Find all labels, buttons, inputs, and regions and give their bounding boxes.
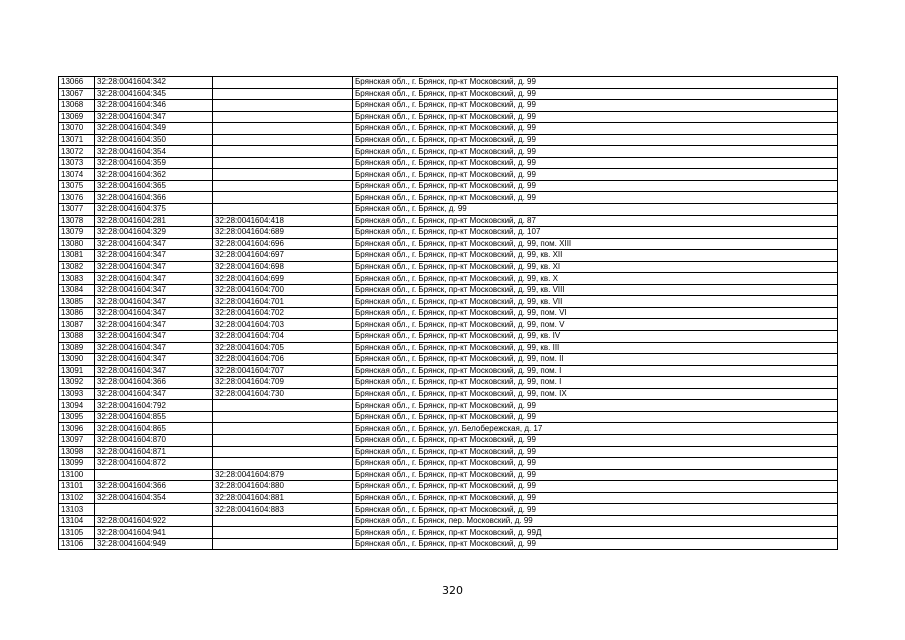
row-number-cell: 13091 [59, 365, 95, 377]
linked-cadastral-number-cell [213, 204, 353, 216]
table-row [59, 111, 838, 123]
cadastral-number-cell: 32:28:0041604:347 [95, 238, 213, 250]
address-cell: Брянская обл., г. Брянск, пр-кт Московский, д. 99, кв. X [353, 273, 838, 285]
row-number-cell: 13102 [59, 492, 95, 504]
linked-cadastral-number-cell: 32:28:0041604:704 [213, 331, 353, 343]
linked-cadastral-number-cell [213, 538, 353, 550]
cadastral-number-cell: 32:28:0041604:349 [95, 123, 213, 135]
table-row [59, 169, 838, 181]
linked-cadastral-number-cell [213, 157, 353, 169]
row-number-cell: 13090 [59, 354, 95, 366]
linked-cadastral-number-cell: 32:28:0041604:709 [213, 377, 353, 389]
cadastral-number-cell: 32:28:0041604:871 [95, 446, 213, 458]
linked-cadastral-number-cell [213, 527, 353, 539]
address-cell: Брянская обл., г. Брянск, пр-кт Московский, д. 99 [353, 446, 838, 458]
linked-cadastral-number-cell [213, 123, 353, 135]
linked-cadastral-number-cell: 32:28:0041604:697 [213, 250, 353, 262]
linked-cadastral-number-cell: 32:28:0041604:707 [213, 365, 353, 377]
row-number-cell: 13094 [59, 400, 95, 412]
address-cell: Брянская обл., г. Брянск, пр-кт Московский, д. 99, кв. VIII [353, 284, 838, 296]
address-cell: Брянская обл., г. Брянск, пр-кт Московский, д. 99 [353, 538, 838, 550]
address-cell: Брянская обл., г. Брянск, пр-кт Московский, д. 99, пом. I [353, 365, 838, 377]
table-row [59, 515, 838, 527]
row-number-cell: 13068 [59, 100, 95, 112]
cadastral-number-cell: 32:28:0041604:281 [95, 215, 213, 227]
address-cell: Брянская обл., г. Брянск, пр-кт Московский, д. 99 [353, 77, 838, 89]
table-row [59, 469, 838, 481]
table-row [59, 273, 838, 285]
address-cell: Брянская обл., г. Брянск, пр-кт Московский, д. 99 [353, 134, 838, 146]
table-row [59, 134, 838, 146]
linked-cadastral-number-cell: 32:28:0041604:730 [213, 388, 353, 400]
cadastral-table [58, 76, 838, 550]
row-number-cell: 13080 [59, 238, 95, 250]
table-row [59, 434, 838, 446]
cadastral-number-cell: 32:28:0041604:347 [95, 365, 213, 377]
address-cell: Брянская обл., г. Брянск, пр-кт Московский, д. 99 [353, 180, 838, 192]
address-cell: Брянская обл., г. Брянск, пр-кт Московский, д. 99, пом. V [353, 319, 838, 331]
cadastral-number-cell: 32:28:0041604:350 [95, 134, 213, 146]
table-row [59, 146, 838, 158]
linked-cadastral-number-cell [213, 134, 353, 146]
row-number-cell: 13106 [59, 538, 95, 550]
table-row [59, 538, 838, 550]
cadastral-number-cell: 32:28:0041604:855 [95, 411, 213, 423]
row-number-cell: 13086 [59, 307, 95, 319]
address-cell: Брянская обл., г. Брянск, пр-кт Московский, д. 99 [353, 146, 838, 158]
table-row [59, 227, 838, 239]
row-number-cell: 13067 [59, 88, 95, 100]
row-number-cell: 13099 [59, 458, 95, 470]
linked-cadastral-number-cell: 32:28:0041604:700 [213, 284, 353, 296]
table-row [59, 446, 838, 458]
linked-cadastral-number-cell: 32:28:0041604:705 [213, 342, 353, 354]
address-cell: Брянская обл., г. Брянск, пр-кт Московский, д. 107 [353, 227, 838, 239]
linked-cadastral-number-cell: 32:28:0041604:701 [213, 296, 353, 308]
table-row [59, 319, 838, 331]
row-number-cell: 13084 [59, 284, 95, 296]
linked-cadastral-number-cell: 32:28:0041604:880 [213, 481, 353, 493]
row-number-cell: 13076 [59, 192, 95, 204]
table-row [59, 481, 838, 493]
row-number-cell: 13092 [59, 377, 95, 389]
table-row [59, 100, 838, 112]
table-row [59, 423, 838, 435]
table-row [59, 123, 838, 135]
cadastral-number-cell: 32:28:0041604:347 [95, 250, 213, 262]
page-number: 320 [442, 584, 463, 597]
cadastral-number-cell: 32:28:0041604:347 [95, 261, 213, 273]
cadastral-number-cell: 32:28:0041604:870 [95, 434, 213, 446]
linked-cadastral-number-cell [213, 411, 353, 423]
linked-cadastral-number-cell: 32:28:0041604:706 [213, 354, 353, 366]
linked-cadastral-number-cell: 32:28:0041604:696 [213, 238, 353, 250]
address-cell: Брянская обл., г. Брянск, пр-кт Московский, д. 99, пом. IX [353, 388, 838, 400]
address-cell: Брянская обл., г. Брянск, пр-кт Московский, д. 99, кв. VII [353, 296, 838, 308]
row-number-cell: 13069 [59, 111, 95, 123]
row-number-cell: 13096 [59, 423, 95, 435]
address-cell: Брянская обл., г. Брянск, пр-кт Московский, д. 99 [353, 192, 838, 204]
cadastral-number-cell: 32:28:0041604:865 [95, 423, 213, 435]
row-number-cell: 13078 [59, 215, 95, 227]
cadastral-number-cell: 32:28:0041604:792 [95, 400, 213, 412]
address-cell: Брянская обл., г. Брянск, пр-кт Московский, д. 99, пом. VI [353, 307, 838, 319]
cadastral-number-cell: 32:28:0041604:342 [95, 77, 213, 89]
table-row [59, 527, 838, 539]
table-row [59, 411, 838, 423]
cadastral-number-cell: 32:28:0041604:347 [95, 388, 213, 400]
table-row [59, 504, 838, 516]
cadastral-number-cell: 32:28:0041604:347 [95, 342, 213, 354]
row-number-cell: 13075 [59, 180, 95, 192]
cadastral-number-cell: 32:28:0041604:347 [95, 307, 213, 319]
table-row [59, 296, 838, 308]
table-row [59, 377, 838, 389]
row-number-cell: 13071 [59, 134, 95, 146]
cadastral-number-cell: 32:28:0041604:366 [95, 192, 213, 204]
address-cell: Брянская обл., г. Брянск, пр-кт Московский, д. 99, кв. XI [353, 261, 838, 273]
table-row [59, 331, 838, 343]
table-row [59, 492, 838, 504]
linked-cadastral-number-cell [213, 446, 353, 458]
cadastral-number-cell: 32:28:0041604:354 [95, 146, 213, 158]
row-number-cell: 13074 [59, 169, 95, 181]
address-cell: Брянская обл., г. Брянск, д. 99 [353, 204, 838, 216]
cadastral-number-cell: 32:28:0041604:362 [95, 169, 213, 181]
linked-cadastral-number-cell [213, 458, 353, 470]
cadastral-table-body [59, 77, 838, 550]
cadastral-number-cell: 32:28:0041604:354 [95, 492, 213, 504]
table-row [59, 238, 838, 250]
address-cell: Брянская обл., г. Брянск, пр-кт Московский, д. 87 [353, 215, 838, 227]
linked-cadastral-number-cell [213, 100, 353, 112]
linked-cadastral-number-cell: 32:28:0041604:883 [213, 504, 353, 516]
row-number-cell: 13089 [59, 342, 95, 354]
table-row [59, 180, 838, 192]
address-cell: Брянская обл., г. Брянск, пр-кт Московский, д. 99 [353, 469, 838, 481]
table-row [59, 365, 838, 377]
address-cell: Брянская обл., г. Брянск, пр-кт Московский, д. 99, кв. XII [353, 250, 838, 262]
linked-cadastral-number-cell: 32:28:0041604:699 [213, 273, 353, 285]
linked-cadastral-number-cell [213, 434, 353, 446]
table-row [59, 88, 838, 100]
address-cell: Брянская обл., г. Брянск, пр-кт Московский, д. 99 [353, 504, 838, 516]
row-number-cell: 13093 [59, 388, 95, 400]
cadastral-number-cell: 32:28:0041604:366 [95, 377, 213, 389]
address-cell: Брянская обл., г. Брянск, пр-кт Московский, д. 99, пом. II [353, 354, 838, 366]
cadastral-number-cell: 32:28:0041604:347 [95, 296, 213, 308]
linked-cadastral-number-cell: 32:28:0041604:418 [213, 215, 353, 227]
linked-cadastral-number-cell: 32:28:0041604:879 [213, 469, 353, 481]
table-row [59, 215, 838, 227]
linked-cadastral-number-cell: 32:28:0041604:703 [213, 319, 353, 331]
linked-cadastral-number-cell [213, 400, 353, 412]
address-cell: Брянская обл., г. Брянск, пр-кт Московский, д. 99, пом. XIII [353, 238, 838, 250]
table-row [59, 307, 838, 319]
row-number-cell: 13083 [59, 273, 95, 285]
row-number-cell: 13077 [59, 204, 95, 216]
cadastral-number-cell: 32:28:0041604:872 [95, 458, 213, 470]
row-number-cell: 13079 [59, 227, 95, 239]
row-number-cell: 13085 [59, 296, 95, 308]
cadastral-number-cell: 32:28:0041604:329 [95, 227, 213, 239]
address-cell: Брянская обл., г. Брянск, пр-кт Московский, д. 99 [353, 88, 838, 100]
address-cell: Брянская обл., г. Брянск, пр-кт Московский, д. 99 [353, 169, 838, 181]
cadastral-number-cell: 32:28:0041604:366 [95, 481, 213, 493]
cadastral-number-cell: 32:28:0041604:365 [95, 180, 213, 192]
row-number-cell: 13070 [59, 123, 95, 135]
row-number-cell: 13095 [59, 411, 95, 423]
address-cell: Брянская обл., г. Брянск, пр-кт Московский, д. 99 [353, 458, 838, 470]
cadastral-number-cell: 32:28:0041604:941 [95, 527, 213, 539]
table-row [59, 388, 838, 400]
address-cell: Брянская обл., г. Брянск, пр-кт Московский, д. 99 [353, 481, 838, 493]
row-number-cell: 13073 [59, 157, 95, 169]
cadastral-number-cell: 32:28:0041604:346 [95, 100, 213, 112]
cadastral-number-cell: 32:28:0041604:347 [95, 284, 213, 296]
row-number-cell: 13105 [59, 527, 95, 539]
linked-cadastral-number-cell [213, 88, 353, 100]
address-cell: Брянская обл., г. Брянск, пр-кт Московский, д. 99 [353, 411, 838, 423]
row-number-cell: 13066 [59, 77, 95, 89]
cadastral-number-cell: 32:28:0041604:359 [95, 157, 213, 169]
address-cell: Брянская обл., г. Брянск, пр-кт Московский, д. 99 [353, 157, 838, 169]
linked-cadastral-number-cell [213, 111, 353, 123]
linked-cadastral-number-cell: 32:28:0041604:698 [213, 261, 353, 273]
linked-cadastral-number-cell [213, 180, 353, 192]
table-row [59, 77, 838, 89]
row-number-cell: 13104 [59, 515, 95, 527]
row-number-cell: 13100 [59, 469, 95, 481]
row-number-cell: 13101 [59, 481, 95, 493]
row-number-cell: 13097 [59, 434, 95, 446]
linked-cadastral-number-cell [213, 423, 353, 435]
linked-cadastral-number-cell: 32:28:0041604:702 [213, 307, 353, 319]
address-cell: Брянская обл., г. Брянск, пр-кт Московский, д. 99 [353, 400, 838, 412]
table-row [59, 354, 838, 366]
cadastral-number-cell: 32:28:0041604:375 [95, 204, 213, 216]
address-cell: Брянская обл., г. Брянск, пр-кт Московский, д. 99 [353, 123, 838, 135]
table-row [59, 400, 838, 412]
address-cell: Брянская обл., г. Брянск, пр-кт Московский, д. 99, кв. III [353, 342, 838, 354]
address-cell: Брянская обл., г. Брянск, пр-кт Московский, д. 99 [353, 492, 838, 504]
address-cell: Брянская обл., г. Брянск, пр-кт Московский, д. 99 [353, 434, 838, 446]
address-cell: Брянская обл., г. Брянск, пр-кт Московский, д. 99, кв. IV [353, 331, 838, 343]
address-cell: Брянская обл., г. Брянск, пр-кт Московский, д. 99, пом. I [353, 377, 838, 389]
cadastral-number-cell: 32:28:0041604:949 [95, 538, 213, 550]
table-row [59, 342, 838, 354]
linked-cadastral-number-cell [213, 192, 353, 204]
table-row [59, 157, 838, 169]
row-number-cell: 13088 [59, 331, 95, 343]
cadastral-number-cell: 32:28:0041604:347 [95, 319, 213, 331]
cadastral-number-cell: 32:28:0041604:347 [95, 273, 213, 285]
row-number-cell: 13082 [59, 261, 95, 273]
linked-cadastral-number-cell [213, 169, 353, 181]
cadastral-number-cell: 32:28:0041604:347 [95, 331, 213, 343]
cadastral-number-cell [95, 504, 213, 516]
table-row [59, 204, 838, 216]
cadastral-number-cell: 32:28:0041604:347 [95, 111, 213, 123]
linked-cadastral-number-cell: 32:28:0041604:881 [213, 492, 353, 504]
table-row [59, 284, 838, 296]
linked-cadastral-number-cell [213, 77, 353, 89]
cadastral-number-cell: 32:28:0041604:347 [95, 354, 213, 366]
table-row [59, 250, 838, 262]
cadastral-number-cell: 32:28:0041604:345 [95, 88, 213, 100]
address-cell: Брянская обл., г. Брянск, пр-кт Московский, д. 99 [353, 111, 838, 123]
cadastral-number-cell: 32:28:0041604:922 [95, 515, 213, 527]
row-number-cell: 13081 [59, 250, 95, 262]
address-cell: Брянская обл., г. Брянск, пер. Московский, д. 99 [353, 515, 838, 527]
table-row [59, 458, 838, 470]
row-number-cell: 13072 [59, 146, 95, 158]
table-row [59, 192, 838, 204]
table-row [59, 261, 838, 273]
linked-cadastral-number-cell [213, 146, 353, 158]
linked-cadastral-number-cell: 32:28:0041604:689 [213, 227, 353, 239]
row-number-cell: 13103 [59, 504, 95, 516]
row-number-cell: 13098 [59, 446, 95, 458]
cadastral-number-cell [95, 469, 213, 481]
address-cell: Брянская обл., г. Брянск, пр-кт Московский, д. 99 [353, 100, 838, 112]
linked-cadastral-number-cell [213, 515, 353, 527]
address-cell: Брянская обл., г. Брянск, ул. Белобережская, д. 17 [353, 423, 838, 435]
row-number-cell: 13087 [59, 319, 95, 331]
address-cell: Брянская обл., г. Брянск, пр-кт Московский, д. 99Д [353, 527, 838, 539]
